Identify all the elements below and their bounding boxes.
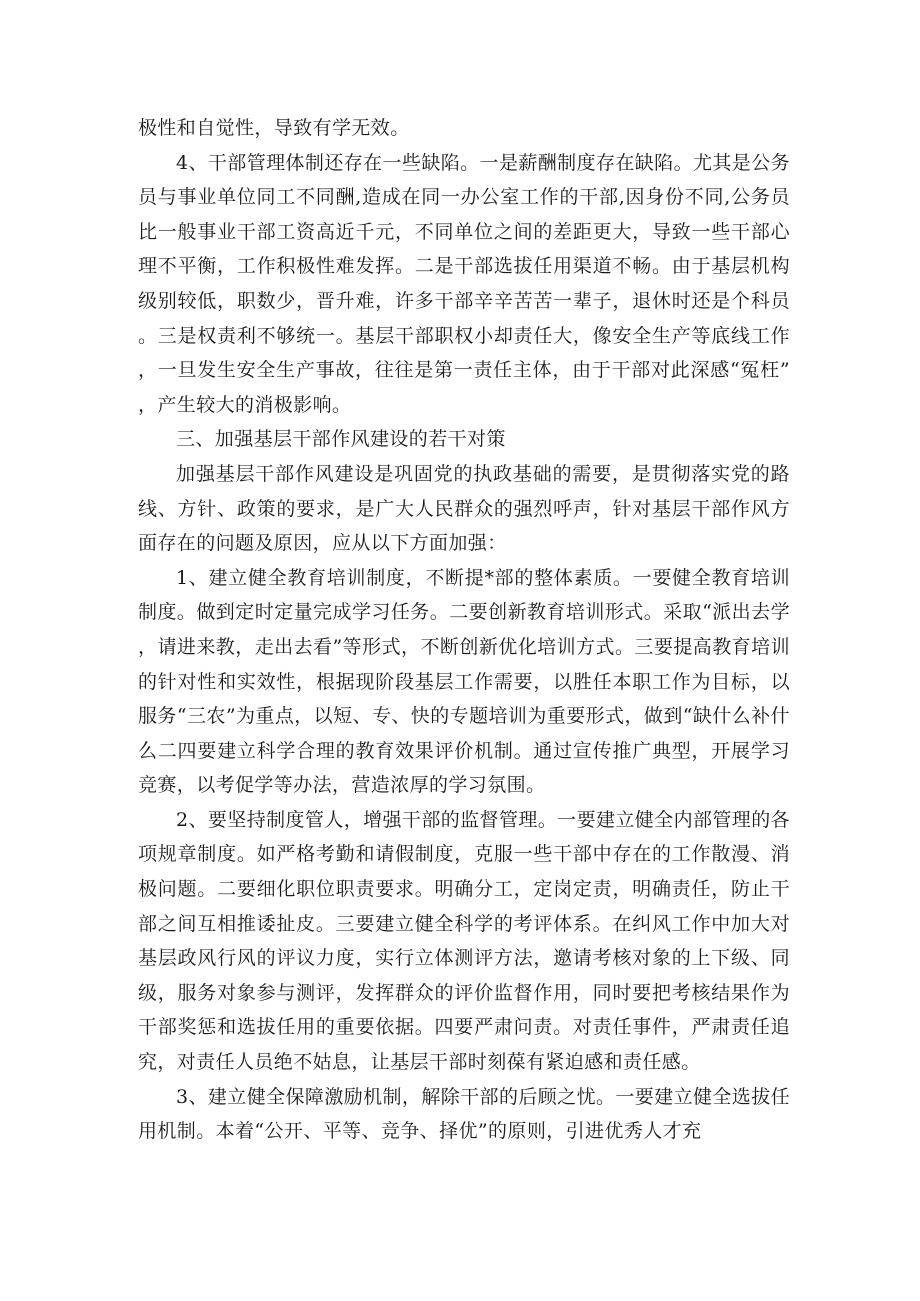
section-heading-countermeasures: 三、加强基层干部作风建设的若干对策 (176, 428, 506, 451)
paragraph-intro-strengthen: 加强基层干部作风建设是巩固党的执政基础的需要，是贯彻落实党的路线、方针、政策的要求，是广大人民群众的强烈呼声，针对基层干部作风方面存在的问题及原因，应从以下方面加强： (138, 462, 790, 555)
paragraph-education-training: 1、建立健全教育培训制度，不断提*部的整体素质。一要健全教育培训制度。做到定时定量完成学习任务。二要创新教育培训形式。采取“派出去学，请进来教，走出去看”等形式，不断创新优化培训方式。三要提高教育培训的针对性和实效性，根据现阶段基层工作需要，以胜任本职工作为目标，以服务“三农”为重点，以短、专、快的专题培训为重要形式，做到“缺什么补什么二四要建立科学合理的教育效果评价机制。通过宣传推广典型，开展学习竞赛，以考促学等办法，营造浓厚的学习氛围。 (138, 566, 790, 797)
paragraph-supervision-management: 2、要坚持制度管人，增强干部的监督管理。一要建立健全内部管理的各项规章制度。如严格考勤和请假制度，克服一些干部中存在的工作散漫、消极问题。二要细化职位职责要求。明确分工，定岗定责，明确责任，防止干部之间互相推诿扯皮。三要建立健全科学的考评体系。在纠风工作中加大对基层政风行风的评议力度，实行立体测评方法，邀请考核对象的上下级、同级，服务对象参与测评，发挥群众的评价监督作用，同时要把考核结果作为干部奖惩和选拔任用的重要依据。四要严肃问责。对责任事件，严肃责任追究，对责任人员绝不姑息，让基层干部时刻葆有紧迫感和责任感。 (138, 808, 790, 1074)
document-body (138, 111, 790, 1149)
paragraph-cadre-management-system: 4、干部管理体制还存在一些缺陷。一是薪酬制度存在缺陷。尤其是公务员与事业单位同工不同酬,造成在同一办公室工作的干部,因身份不同,公务员比一般事业干部工资高近千元，不同单位之间的差距更大，导致一些干部心理不平衡，工作积极性难发挥。二是干部选拔任用渠道不畅。由于基层机构级别较低，职数少，晋升难，许多干部辛辛苦苦一辈子，退休时还是个科员。三是权责利不够统一。基层干部职权小却责任大，像安全生产等底线工作，一旦发生安全生产事故，往往是第一责任主体，由于干部对此深感“冤枉”，产生较大的消极影响。 (138, 151, 790, 416)
paragraph-continuation: 极性和自觉性，导致有学无效。 (138, 117, 410, 139)
paragraph-incentive-mechanism: 3、建立健全保障激励机制，解除干部的后顾之忧。一要建立健全选拔任用机制。本着“公开、平等、竞争、择优”的原则，引进优秀人才充 (138, 1085, 790, 1143)
